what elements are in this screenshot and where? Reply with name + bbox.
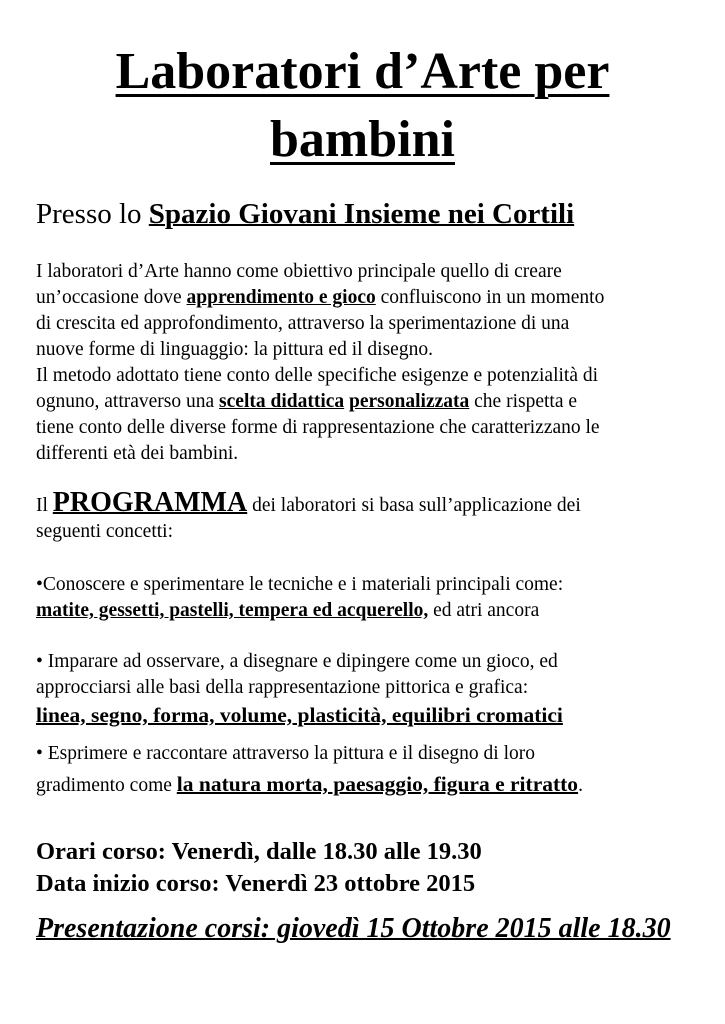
highlight-personalizzata: personalizzata [349, 391, 470, 412]
highlight-scelta: scelta didattica [219, 391, 345, 412]
programma-line: seguenti concetti: [36, 521, 173, 542]
intro-line: I laboratori d’Arte hanno come obiettivo principale quello di creare [36, 261, 562, 282]
bullet-3 [36, 741, 686, 799]
venue-line [36, 198, 574, 231]
intro-line: nuove forme di linguaggio: la pittura ed il disegno. [36, 339, 433, 360]
bullet-line [36, 598, 686, 624]
venue-prefix: Presso lo [36, 198, 142, 230]
intro-line: di crescita ed approfondimento, attraverso la sperimentazione di una [36, 313, 570, 334]
title-line-1: Laboratori d’Arte per [115, 43, 610, 100]
programma-heading: PROGRAMMA [52, 487, 248, 518]
intro-line: Il metodo adottato tiene conto delle specifiche esigenze e potenzialità di [36, 365, 599, 386]
flyer-title [0, 38, 725, 174]
intro-text: confluiscono in un momento [380, 287, 605, 308]
course-hours: Orari corso: Venerdì, dalle 18.30 alle 19.30 [36, 838, 482, 865]
venue-name: Spazio Giovani Insieme nei Cortili [148, 198, 575, 230]
schedule-block [36, 836, 482, 900]
intro-text: ognuno, attraverso una [36, 391, 215, 412]
bullet-line: • Esprimere e raccontare attraverso la pittura e il disegno di loro [36, 743, 536, 764]
title-line-2: bambini [270, 111, 455, 168]
concepts-list: linea, segno, forma, volume, plasticità, equilibri cromatici [36, 703, 563, 727]
bullet-text: . [578, 775, 583, 796]
intro-line [36, 389, 686, 415]
course-start-date: Data inizio corso: Venerdì 23 ottobre 2015 [36, 870, 476, 897]
bullet-text: ed atri ancora [433, 600, 540, 621]
subjects-list: la natura morta, paesaggio, figura e ritratto [176, 772, 579, 796]
bullet-line: • Imparare ad osservare, a disegnare e dipingere come un gioco, ed [36, 651, 558, 672]
programma-text: Il [36, 495, 48, 516]
programma-paragraph [36, 487, 686, 545]
highlight-apprendimento: apprendimento e gioco [186, 287, 376, 308]
materials-list: matite, gessetti, pastelli, tempera ed acquerello, [36, 600, 429, 621]
intro-paragraph [36, 259, 686, 467]
bullet-line: •Conoscere e sperimentare le tecniche e i materiali principali come: [36, 574, 564, 595]
bullet-2 [36, 649, 686, 728]
intro-line [36, 285, 686, 311]
programma-line [36, 487, 686, 519]
bullet-1 [36, 572, 686, 624]
intro-line: tiene conto delle diverse forme di rappresentazione che caratterizzano le [36, 417, 600, 438]
intro-line: differenti età dei bambini. [36, 443, 239, 464]
programma-text: dei laboratori si basa sull’applicazione dei [252, 495, 581, 516]
presentation-date: Presentazione corsi: giovedì 15 Ottobre 2015 alle 18.30 [36, 913, 671, 944]
bullet-line: approcciarsi alle basi della rappresentazione pittorica e grafica: [36, 677, 529, 698]
bullet-text: gradimento come [36, 775, 172, 796]
intro-text: un’occasione dove [36, 287, 182, 308]
bullet-line [36, 771, 686, 799]
intro-text: che rispetta e [474, 391, 578, 412]
